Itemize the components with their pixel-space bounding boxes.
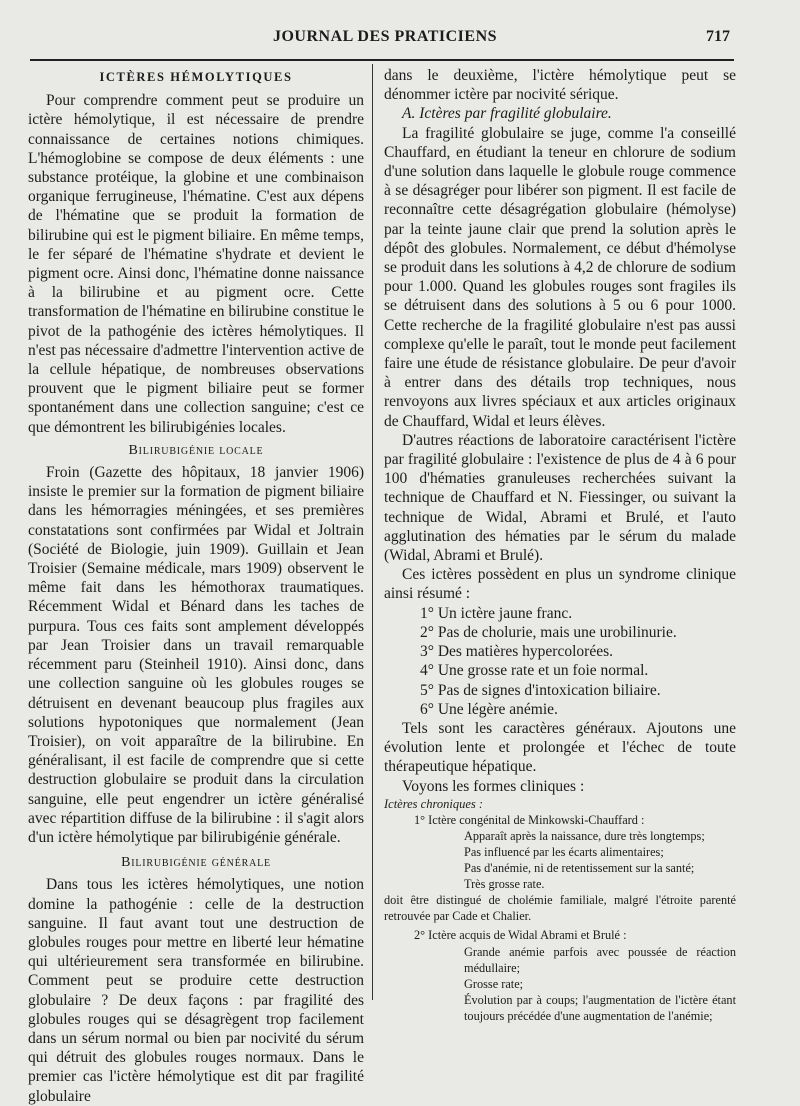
paragraph: dans le deuxième, l'ictère hémolytique peut se dénommer ictère par nocivité sérique.: [384, 67, 736, 104]
section-heading: Bilirubigénie générale: [121, 855, 271, 871]
paragraph: Ces ictères possèdent en plus un syndrome clinique ainsi résumé :: [384, 566, 736, 603]
clinical-form-title: 2° Ictère acquis de Widal Abrami et Brulé :: [414, 928, 627, 943]
paragraph: Froin (Gazette des hôpitaux, 18 janvier 1906) insiste le premier sur la formation de pigment biliaire dans les hémorragies méningées, et ses premières constatations sont confirmées par Widal et Joltrain (Société de Biologie, juin 1909). Guillain et Jean Troisier (Semaine médicale, mars 1909) observent le même fait dans les hémothorax traumatiques. Récemment Widal et Bénard dans les taches de purpura. Tous ces faits sont amplement développés par Jean Troisier dans un travail remarquable récemment paru (Steinheil 1910). Ainsi donc, dans une collection sanguine où les globules rouges se détruisent en devenant beaucoup plus fragiles aux solutions hypotoniques que normalement (Jean Troisier), on voit apparaître de la bilirubine. En généralisant, il est facile de comprendre que si cette destruction globulaire se produit dans la circulation sanguine, elle peut engendrer un ictère généralisé avec répartition diffuse de la bilirubine : il s'agit alors d'un ictère hémolytique par bilirubigénie générale.: [28, 464, 364, 846]
clinical-forms: [384, 796, 736, 1024]
right-column: [384, 66, 736, 1024]
article-heading: ICTÈRES HÉMOLYTIQUES: [99, 70, 293, 84]
clinical-detail: Pas d'anémie, ni de retentissement sur la santé;: [464, 861, 695, 876]
subheading: A. Ictères par fragilité globulaire.: [402, 105, 612, 123]
clinical-form-title: 1° Ictère congénital de Minkowski-Chauffard :: [414, 812, 645, 827]
symptom-list: [384, 604, 736, 719]
clinical-detail: Apparaît après la naissance, dure très longtemps;: [464, 828, 705, 843]
clinical-note: doit être distingué de cholémie familiale, malgré l'étroite parenté retrouvée par Cade et Chalier.: [384, 893, 736, 924]
clinical-detail: Évolution par à coups; l'augmentation de l'ictère étant toujours précédée d'une augmentation de l'anémie;: [464, 992, 736, 1023]
paragraph: Dans tous les ictères hémolytiques, une notion domine la pathogénie : celle de la destruction sanguine. Il faut avant tout une destruction de globules rouges pour mettre en liberté leur hématine qui ultérieurement sera transformée en bilirubine. Comment peut se produire cette destruction globulaire ? De deux façons : par fragilité des globules rouges qui se désagrègent trop facilement dans un sérum normal ou bien par nocivité du sérum qui détruit des globules rouges normaux. Dans le premier cas l'ictère hémolytique est dit par fragilité globulaire: [28, 876, 364, 1105]
list-item: 3° Des matières hypercolorées.: [420, 643, 613, 661]
paragraph: Voyons les formes cliniques :: [402, 777, 585, 795]
clinical-detail: Pas influencé par les écarts alimentaires;: [464, 845, 664, 859]
list-item: 5° Pas de signes d'intoxication biliaire.: [420, 681, 661, 699]
list-item: 2° Pas de cholurie, mais une urobilinurie.: [420, 623, 677, 641]
left-column: [28, 66, 364, 1106]
list-item: 4° Une grosse rate et un foie normal.: [420, 662, 649, 680]
clinical-detail: Grosse rate;: [464, 976, 524, 991]
header-rule: [30, 59, 734, 61]
journal-title: JOURNAL DES PRATICIENS: [272, 28, 498, 45]
page-header: [40, 28, 730, 50]
list-item: 6° Une légère anémie.: [420, 700, 558, 718]
paragraph: D'autres réactions de laboratoire caractérisent l'ictère par fragilité globulaire : l'existence de plus de 4 à 6 pour 100 d'hématies granuleuses recherchées suivant la technique de Chauffard et N. Fiessinger, ou suivant la technique de Widal, Abrami et Brulé, et l'auto agglutination des hématies par le sérum du malade (Widal, Abrami et Brulé).: [384, 431, 736, 565]
paragraph: Tels sont les caractères généraux. Ajoutons une évolution lente et prolongée et l'échec de toute thérapeutique hépatique.: [384, 719, 736, 776]
clinical-detail: Grande anémie parfois avec poussée de réaction médullaire;: [464, 944, 736, 975]
clinical-detail: Très grosse rate.: [464, 877, 545, 892]
section-heading: Bilirubigénie locale: [128, 442, 264, 458]
list-item: 1° Un ictère jaune franc.: [420, 604, 573, 622]
column-divider: [372, 64, 373, 1000]
small-heading: Ictères chroniques :: [384, 796, 484, 811]
paragraph: Pour comprendre comment peut se produire un ictère hémolytique, il est nécessaire de prendre connaissance de certaines notions chimiques. L'hémoglobine se compose de deux éléments : une substance protéique, la globine et une combinaison organique ferrugineuse, l'hématine. C'est aux dépens de l'hématine que se produit la formation de bilirubine qui est le pigment biliaire. En même temps, le fer séparé de l'hématine s'hydrate et devient le pigment ocre. Ainsi donc, l'hématine donne naissance à la bilirubine et au pigment ocre. Cette transformation de l'hématine en bilirubine constitue le pivot de la pathogénie des ictères hémolytiques. Il n'est pas nécessaire d'admettre l'intervention active de la cellule hépatique, de nombreuses observations prouvent que le pigment biliaire peut se former spontanément dans une collection sanguine; c'est ce que démontrent les bilirubigénies locales.: [28, 92, 364, 436]
page-number: 717: [706, 28, 730, 45]
paragraph: La fragilité globulaire se juge, comme l'a conseillé Chauffard, en étudiant la teneur en chlorure de sodium d'une solution dans laquelle le globule rouge commence à se désagréger pour libérer son pigment. Il est facile de reconnaître cette désagrégation globulaire (hémolyse) par la teinte jaune clair que prend la solution après le dépôt des globules. Normalement, ce début d'hémolyse se produit dans les solutions à 4,2 de chlorure de sodium pour 1.000. Quand les globules rouges sont fragiles ils se détruisent dans des solutions à 5 ou 6 pour 1000. Cette recherche de la fragilité globulaire n'est pas aussi complexe qu'elle le paraît, tout le monde peut facilement faire une étude de résistance globulaire. De peur d'avoir à entrer dans des détails trop techniques, nous renvoyons aux livres spéciaux et aux articles originaux de Chauffard, Widal et leurs élèves.: [384, 124, 736, 430]
